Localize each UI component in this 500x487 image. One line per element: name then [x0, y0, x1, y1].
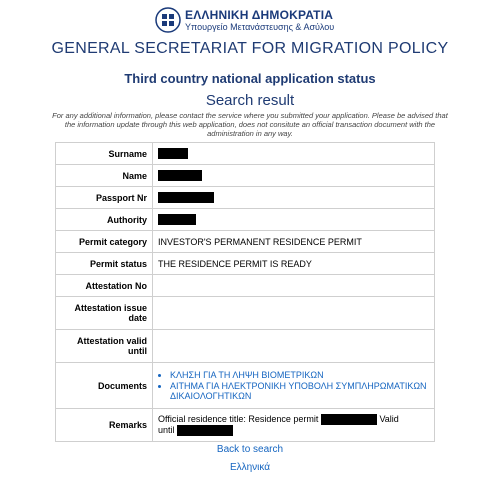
documents-list — [158, 370, 429, 401]
redaction-box — [158, 214, 196, 225]
table-row — [56, 143, 435, 165]
greek-language-link[interactable]: Ελληνικά — [229, 462, 271, 473]
passport-value — [153, 187, 435, 209]
remarks-valid: Valid — [379, 413, 399, 424]
greek-emblem-icon — [155, 7, 181, 33]
redaction-box — [158, 192, 214, 203]
page-heading: GENERAL SECRETARIAT FOR MIGRATION POLICY — [51, 40, 449, 57]
authority-label: Authority — [56, 209, 153, 231]
supplementary-documents-request-link[interactable]: ΑΙΤΗΜΑ ΓΙΑ ΗΛΕΚΤΡΟΝΙΚΗ ΥΠΟΒΟΛΗ ΣΥΜΠΛΗΡΩΜΑΤΙΚΩΝ ΔΙΚΑΙΟΛΟΓΗΤΙΚΩΝ — [170, 381, 427, 401]
authority-value — [153, 209, 435, 231]
table-row — [56, 253, 435, 275]
table-row — [56, 187, 435, 209]
redaction-box — [321, 414, 377, 425]
application-result-table — [55, 142, 435, 442]
table-row — [56, 165, 435, 187]
back-to-search-link[interactable]: Back to search — [216, 444, 284, 455]
redaction-box — [158, 148, 188, 159]
table-row — [56, 409, 435, 442]
redaction-box — [158, 170, 202, 181]
surname-label: Surname — [56, 143, 153, 165]
name-label: Name — [56, 165, 153, 187]
attestation-issue-date-label: Attestation issue date — [56, 297, 153, 330]
application-status-title: Third country national application status — [124, 71, 376, 86]
table-row — [56, 363, 435, 409]
remarks-prefix: Official residence title: Residence permit — [158, 413, 319, 424]
list-item — [170, 381, 429, 401]
search-result-title: Search result — [205, 92, 295, 109]
attestation-valid-until-label: Attestation valid until — [56, 330, 153, 363]
attestation-issue-date-value — [153, 297, 435, 330]
remarks-label: Remarks — [56, 409, 153, 442]
permit-category-label: Permit category — [56, 231, 153, 253]
attestation-valid-until-value — [153, 330, 435, 363]
attestation-no-label: Attestation No — [56, 275, 153, 297]
table-row — [56, 209, 435, 231]
logo-title: ΕΛΛΗΝΙΚΗ ΔΗΜΟΚΡΑΤΙΑ — [185, 7, 334, 22]
passport-label: Passport Nr — [56, 187, 153, 209]
permit-category-value: INVESTOR'S PERMANENT RESIDENCE PERMIT — [153, 231, 435, 253]
remarks-until: until — [158, 425, 175, 435]
biometrics-invitation-link[interactable]: ΚΛΗΣΗ ΓΙΑ ΤΗ ΛΗΨΗ ΒΙΟΜΕΤΡΙΚΩΝ — [170, 370, 324, 380]
logo-subtitle: Υπουργείο Μετανάστευσης & Ασύλου — [185, 21, 335, 32]
notice-text: For any additional information, please contact the service where you submitted your application. Please be advised that the information update through this web application, does not consitute an official transaction document with the administration in any way. — [52, 111, 448, 138]
attestation-no-value — [153, 275, 435, 297]
permit-status-value: THE RESIDENCE PERMIT IS READY — [153, 253, 435, 275]
documents-value — [153, 363, 435, 409]
surname-value — [153, 143, 435, 165]
table-row — [56, 330, 435, 363]
permit-status-label: Permit status — [56, 253, 153, 275]
greek-republic-logo — [155, 6, 345, 34]
table-row — [56, 297, 435, 330]
remarks-value — [153, 409, 435, 442]
redaction-box — [177, 425, 233, 436]
documents-label: Documents — [56, 363, 153, 409]
name-value — [153, 165, 435, 187]
list-item — [170, 370, 429, 380]
table-row — [56, 275, 435, 297]
table-row — [56, 231, 435, 253]
